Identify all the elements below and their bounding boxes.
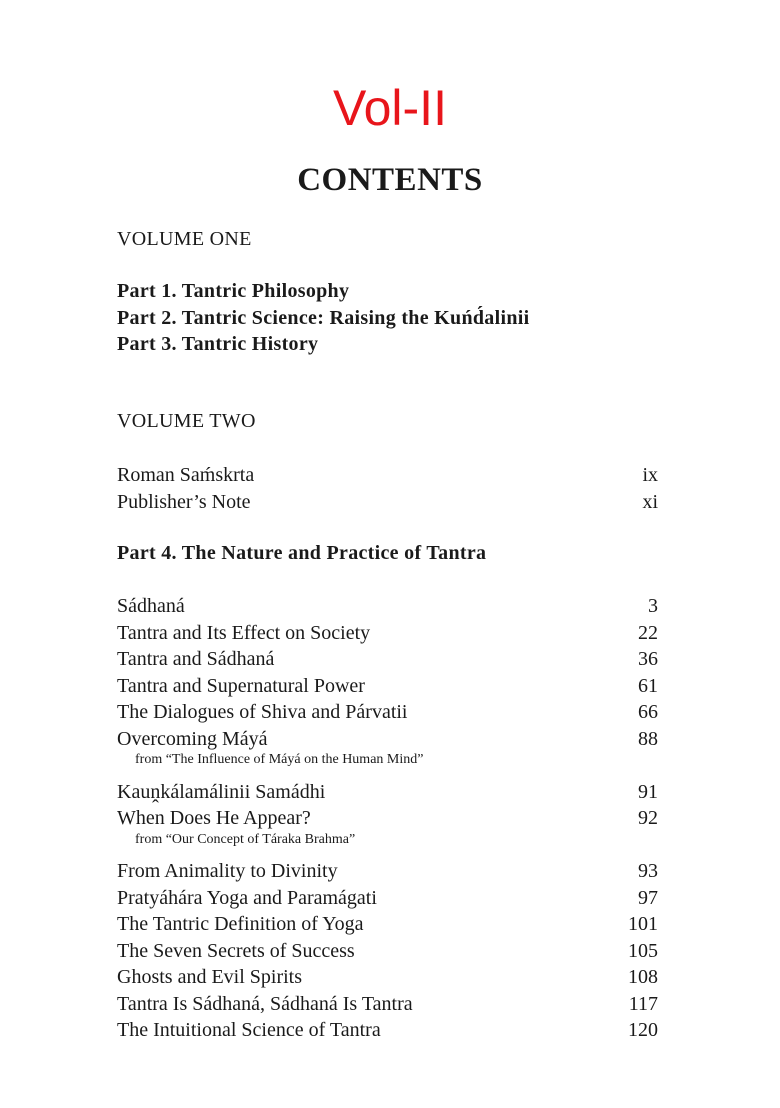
entry-title: Sádhaná [117, 595, 185, 617]
toc-entry [117, 620, 658, 647]
toc-entry [117, 779, 658, 806]
toc-entry [117, 646, 658, 673]
front-matter-list [117, 462, 658, 515]
entry-title: Overcoming Máyá [117, 727, 268, 750]
part-1: Part 1. Tantric Philosophy [117, 280, 350, 302]
toc-entry [117, 489, 658, 516]
toc-entry [117, 1017, 658, 1044]
entry-title: Tantra and Supernatural Power [117, 674, 365, 697]
toc-entries [117, 593, 658, 1044]
entry-title: Tantra and Its Effect on Society [117, 621, 371, 644]
entry-page: 97 [638, 886, 658, 909]
entry-title: The Seven Secrets of Success [117, 939, 355, 962]
entry-page: 3 [648, 595, 658, 617]
entry-title: From Animality to Divinity [117, 860, 338, 882]
volume-label: Vol-II [333, 80, 447, 136]
entry-page: 117 [628, 992, 658, 1015]
entry-title: The Tantric Definition of Yoga [117, 913, 364, 935]
entry-title: Ghosts and Evil Spirits [117, 966, 303, 988]
volume-one-heading: VOLUME ONE [117, 228, 252, 250]
toc-entry [117, 858, 658, 885]
part-2: Part 2. Tantric Science: Raising the Kuńd́alinii [117, 306, 530, 329]
entry-source: from “Our Concept of Táraka Brahma” [135, 831, 356, 847]
volume-two-heading: VOLUME TWO [117, 410, 256, 432]
entry-title: When Does He Appear? [117, 807, 311, 829]
toc-entry [117, 885, 658, 912]
entry-page: 66 [638, 701, 658, 723]
toc-entry [117, 805, 658, 832]
entry-page: 101 [628, 913, 658, 935]
entry-title: Tantra and Sádhaná [117, 648, 275, 670]
entry-page: 91 [638, 780, 658, 803]
toc-entry [117, 964, 658, 991]
toc-entry [117, 462, 658, 489]
entry-page: 93 [638, 860, 658, 882]
entry-title: The Dialogues of Shiva and Párvatii [117, 701, 408, 723]
entry-page: 22 [638, 621, 658, 644]
entry-title: The Intuitional Science of Tantra [117, 1019, 381, 1041]
toc-entry [117, 938, 658, 965]
entry-page: 108 [628, 966, 658, 988]
entry-title: Kauṋkálamálinii Samádhi [117, 780, 326, 803]
entry-page: 36 [638, 648, 658, 670]
toc-entry [117, 991, 658, 1018]
entry-source: from “The Influence of Máyá on the Human Mind” [135, 752, 424, 767]
entry-page: 120 [628, 1019, 658, 1041]
toc-entry [117, 911, 658, 938]
toc-entry [117, 699, 658, 726]
entry-page: 61 [638, 674, 658, 697]
entry-title: Tantra Is Sádhaná, Sádhaná Is Tantra [117, 992, 413, 1015]
toc-entry [117, 673, 658, 700]
entry-page: 88 [638, 727, 658, 750]
entry-page: 92 [638, 807, 658, 829]
part-3: Part 3. Tantric History [117, 333, 319, 355]
entry-title: Pratyáhára Yoga and Paramágati [117, 886, 377, 909]
part-4-heading: Part 4. The Nature and Practice of Tantra [117, 542, 487, 564]
entry-title: Roman Saḿskrta [117, 464, 255, 486]
entry-title: Publisher’s Note [117, 490, 251, 513]
entry-page: 105 [628, 939, 658, 962]
page-title: CONTENTS [297, 162, 483, 198]
toc-entry [117, 593, 658, 620]
entry-page: ix [642, 464, 658, 486]
toc-entry [117, 726, 658, 753]
entry-page: xi [642, 490, 658, 513]
